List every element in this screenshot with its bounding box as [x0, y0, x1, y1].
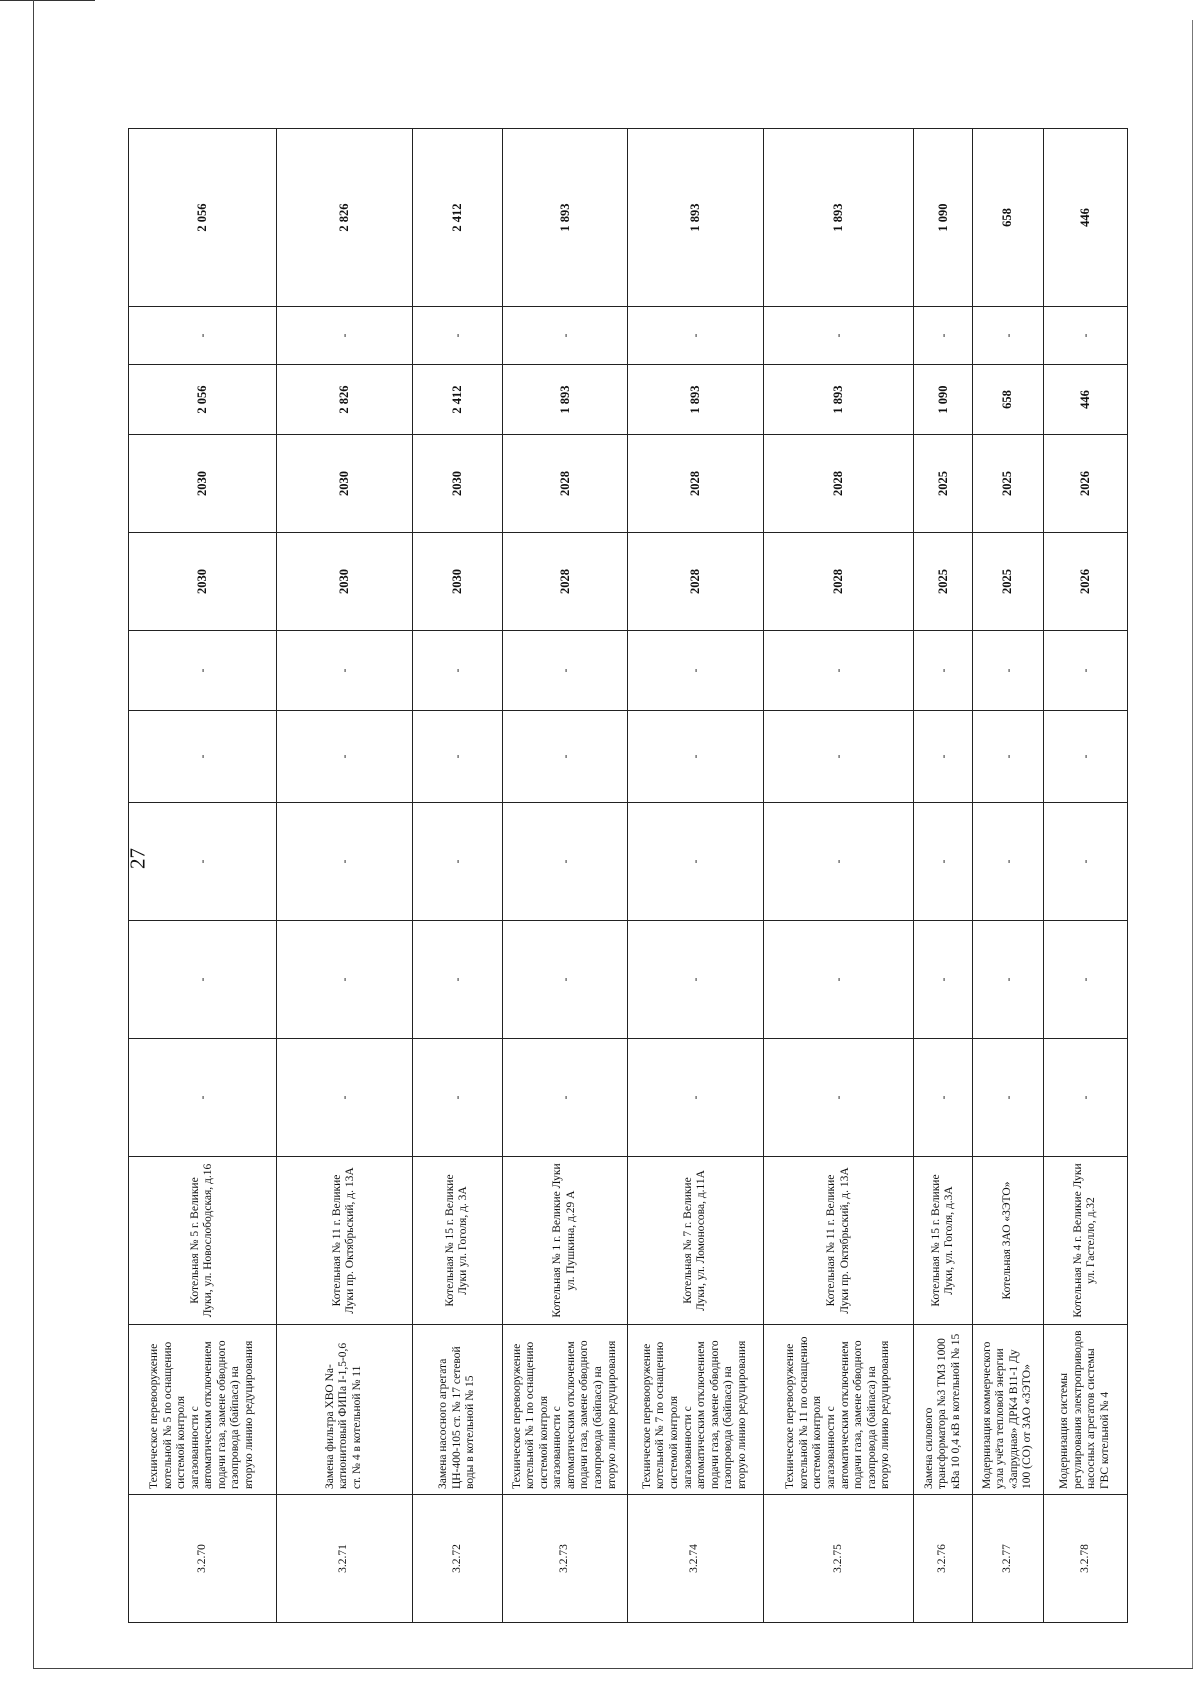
location-cell: Котельная № 15 г. Великие Луки ул. Гоголя, д. 3А: [412, 1157, 503, 1325]
end-year-cell: 2025: [914, 435, 972, 533]
location-cell: Котельная ЗАО «ЗЭТО»: [972, 1157, 1043, 1325]
value-cell: -: [914, 803, 972, 921]
total-cost-cell: 658: [972, 129, 1043, 307]
value-cell: -: [276, 1039, 412, 1157]
investment-table: [125, 128, 1128, 1623]
value-cell: -: [763, 631, 914, 711]
start-year-cell: 2025: [972, 533, 1043, 631]
amount-cell: 446: [1043, 365, 1127, 435]
value-cell: -: [627, 711, 763, 803]
value-cell: -: [503, 307, 628, 365]
start-year-cell: 2028: [503, 533, 628, 631]
value-cell: -: [972, 921, 1043, 1039]
value-cell: -: [1043, 307, 1127, 365]
work-description-cell: Модернизация системы регулирования электроприводов насосных агрегатов системы ГВС котельной № 4: [1043, 1325, 1127, 1495]
table-row: [412, 129, 503, 1623]
value-cell: -: [412, 711, 503, 803]
work-description-cell: Техническое перевооружение котельной № 5 по оснащению системой контроля загазованности с автоматическим отключением подачи газа, замене обводного газопровода (байпаса) на вторую линию редуцирования: [129, 1325, 277, 1495]
work-description-cell: Замена насосного агрегата ЦН-400-105 ст. № 17 сетевой воды в котельной № 15: [412, 1325, 503, 1495]
table-row: [1043, 129, 1127, 1623]
table-row: [276, 129, 412, 1623]
value-cell: -: [972, 631, 1043, 711]
value-cell: -: [129, 1039, 277, 1157]
start-year-cell: 2030: [412, 533, 503, 631]
end-year-cell: 2030: [129, 435, 277, 533]
value-cell: -: [503, 803, 628, 921]
location-cell: Котельная № 5 г. Великие Луки, ул. Новослободская, д.16: [129, 1157, 277, 1325]
value-cell: -: [276, 307, 412, 365]
page-border-left: [33, 0, 34, 1668]
location-cell: Котельная № 11 г. Великие Луки пр. Октябрьский, д. 13А: [276, 1157, 412, 1325]
value-cell: -: [627, 1039, 763, 1157]
value-cell: -: [763, 803, 914, 921]
total-cost-cell: 1 893: [503, 129, 628, 307]
row-number-cell: 3.2.78: [1043, 1495, 1127, 1623]
row-number-cell: 3.2.71: [276, 1495, 412, 1623]
amount-cell: 2 056: [129, 365, 277, 435]
value-cell: -: [763, 307, 914, 365]
value-cell: -: [412, 921, 503, 1039]
corner-line: [0, 0, 95, 1]
table-row: [503, 129, 628, 1623]
table-row: [627, 129, 763, 1623]
row-number-cell: 3.2.73: [503, 1495, 628, 1623]
value-cell: -: [1043, 921, 1127, 1039]
amount-cell: 1 090: [914, 365, 972, 435]
value-cell: -: [503, 1039, 628, 1157]
start-year-cell: 2026: [1043, 533, 1127, 631]
value-cell: -: [1043, 1039, 1127, 1157]
value-cell: -: [503, 631, 628, 711]
total-cost-cell: 1 893: [627, 129, 763, 307]
value-cell: -: [972, 803, 1043, 921]
value-cell: -: [276, 631, 412, 711]
value-cell: -: [972, 307, 1043, 365]
value-cell: -: [627, 307, 763, 365]
value-cell: -: [412, 1039, 503, 1157]
work-description-cell: Техническое перевооружение котельной № 11 по оснащению системой контроля загазованности с автоматическим отключением подачи газа, замене обводного газопровода (байпаса) на вторую линию редуцирования: [763, 1325, 914, 1495]
value-cell: -: [503, 921, 628, 1039]
work-description-cell: Модернизация коммерческого узла учёта тепловой энергии «Запрудная» ДРК4 В11-1 Ду 100 (СО) от ЗАО «ЗЭТО»: [972, 1325, 1043, 1495]
amount-cell: 658: [972, 365, 1043, 435]
value-cell: -: [763, 921, 914, 1039]
row-number-cell: 3.2.72: [412, 1495, 503, 1623]
value-cell: -: [763, 711, 914, 803]
end-year-cell: 2030: [276, 435, 412, 533]
page-number: 27: [125, 848, 150, 869]
value-cell: -: [276, 921, 412, 1039]
value-cell: -: [763, 1039, 914, 1157]
start-year-cell: 2030: [129, 533, 277, 631]
start-year-cell: 2025: [914, 533, 972, 631]
value-cell: -: [129, 803, 277, 921]
value-cell: -: [129, 711, 277, 803]
amount-cell: 2 826: [276, 365, 412, 435]
start-year-cell: 2028: [627, 533, 763, 631]
value-cell: -: [129, 921, 277, 1039]
total-cost-cell: 2 412: [412, 129, 503, 307]
location-cell: Котельная № 11 г. Великие Луки пр. Октябрьский, д. 13А: [763, 1157, 914, 1325]
work-description-cell: Техническое перевооружение котельной № 7 по оснащению системой контроля загазованности с автоматическим отключением подачи газа, замене обводного газопровода (байпаса) на вторую линию редуцирования: [627, 1325, 763, 1495]
value-cell: -: [1043, 803, 1127, 921]
end-year-cell: 2028: [763, 435, 914, 533]
row-number-cell: 3.2.75: [763, 1495, 914, 1623]
value-cell: -: [276, 711, 412, 803]
amount-cell: 1 893: [763, 365, 914, 435]
table-row: [129, 129, 277, 1623]
value-cell: -: [412, 803, 503, 921]
value-cell: -: [914, 1039, 972, 1157]
value-cell: -: [276, 803, 412, 921]
row-number-cell: 3.2.77: [972, 1495, 1043, 1623]
row-number-cell: 3.2.74: [627, 1495, 763, 1623]
row-number-cell: 3.2.70: [129, 1495, 277, 1623]
value-cell: -: [972, 1039, 1043, 1157]
amount-cell: 1 893: [503, 365, 628, 435]
amount-cell: 1 893: [627, 365, 763, 435]
table-row: [763, 129, 914, 1623]
end-year-cell: 2026: [1043, 435, 1127, 533]
end-year-cell: 2028: [503, 435, 628, 533]
value-cell: -: [627, 803, 763, 921]
value-cell: -: [627, 921, 763, 1039]
start-year-cell: 2030: [276, 533, 412, 631]
value-cell: -: [129, 631, 277, 711]
value-cell: -: [914, 631, 972, 711]
value-cell: -: [412, 631, 503, 711]
value-cell: -: [914, 921, 972, 1039]
total-cost-cell: 1 090: [914, 129, 972, 307]
value-cell: -: [914, 711, 972, 803]
end-year-cell: 2028: [627, 435, 763, 533]
end-year-cell: 2025: [972, 435, 1043, 533]
value-cell: -: [1043, 631, 1127, 711]
amount-cell: 2 412: [412, 365, 503, 435]
value-cell: -: [914, 307, 972, 365]
table-row: [972, 129, 1043, 1623]
location-cell: Котельная № 15 г. Великие Луки, ул. Гоголя, д.3А: [914, 1157, 972, 1325]
location-cell: Котельная № 1 г. Великие Луки ул. Пушкина, д.29 А: [503, 1157, 628, 1325]
start-year-cell: 2028: [763, 533, 914, 631]
work-description-cell: Техническое перевооружение котельной № 1 по оснащению системой контроля загазованности с автоматическим отключением подачи газа, замене обводного газопровода (байпаса) на вторую линию редуцирования: [503, 1325, 628, 1495]
value-cell: -: [129, 307, 277, 365]
value-cell: -: [503, 711, 628, 803]
page-border-right: [1192, 20, 1193, 1668]
total-cost-cell: 2 056: [129, 129, 277, 307]
total-cost-cell: 1 893: [763, 129, 914, 307]
work-description-cell: Замена силового трансформатора №3 ТМЗ 1000 кВа 10 0,4 кВ в котельной № 15: [914, 1325, 972, 1495]
work-description-cell: Замена фильтра ХВО Na-катионитовый ФИПа I-1,5-0,6 ст. № 4 в котельной № 11: [276, 1325, 412, 1495]
table-row: [914, 129, 972, 1623]
location-cell: Котельная № 4 г. Великие Луки ул. Гастелло, д.32: [1043, 1157, 1127, 1325]
page-border-bottom: [33, 1668, 1193, 1669]
end-year-cell: 2030: [412, 435, 503, 533]
location-cell: Котельная № 7 г. Великие Луки, ул. Ломоносова, д.11А: [627, 1157, 763, 1325]
value-cell: -: [1043, 711, 1127, 803]
value-cell: -: [972, 711, 1043, 803]
total-cost-cell: 2 826: [276, 129, 412, 307]
rotated-table-wrapper: [125, 129, 1128, 1623]
total-cost-cell: 446: [1043, 129, 1127, 307]
value-cell: -: [412, 307, 503, 365]
row-number-cell: 3.2.76: [914, 1495, 972, 1623]
value-cell: -: [627, 631, 763, 711]
